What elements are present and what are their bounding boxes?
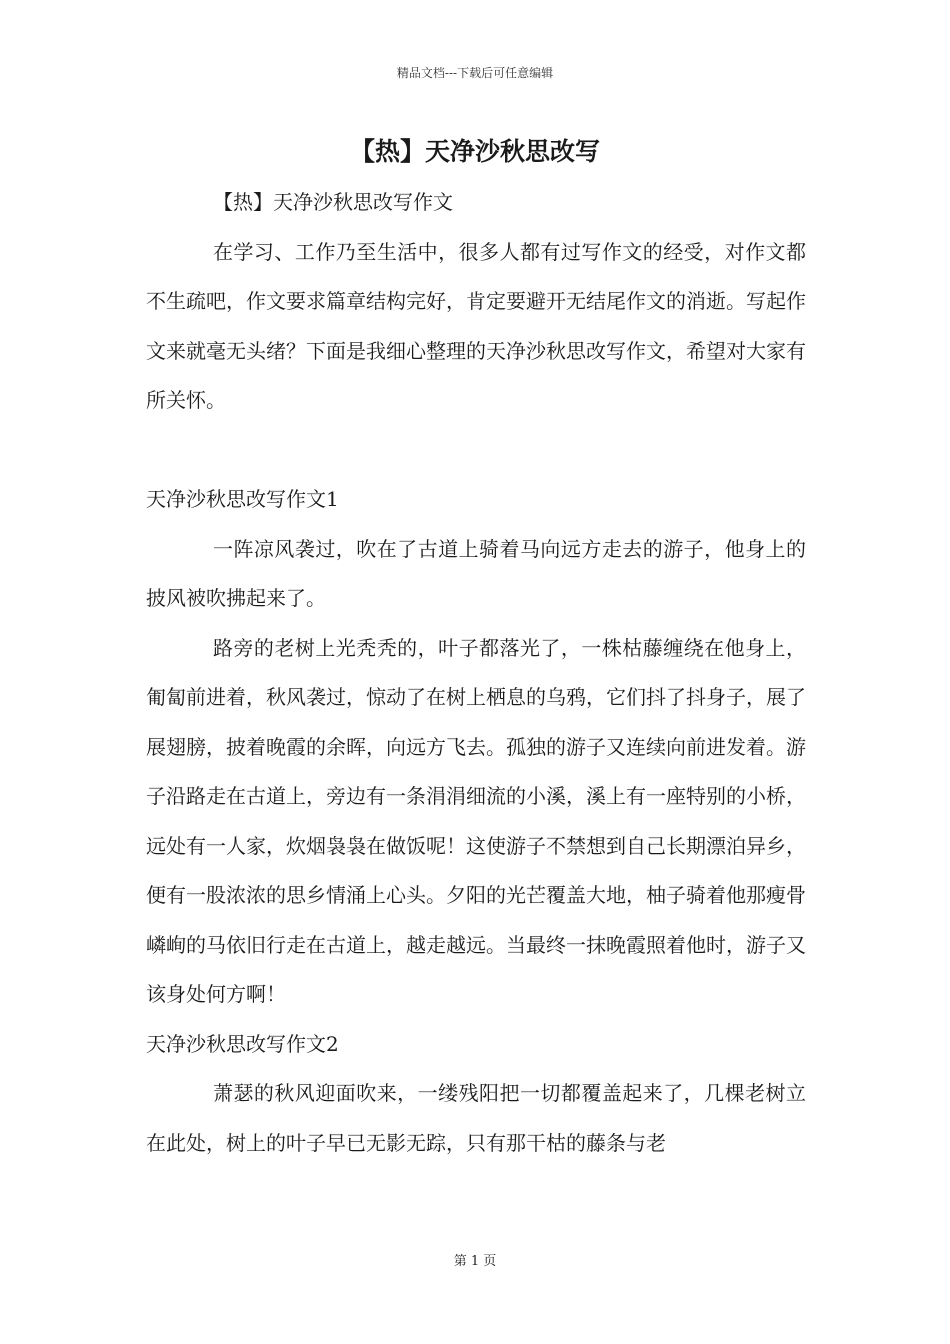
section-heading-1: 天净沙秋思改写作文1 — [146, 487, 339, 511]
page-header-note: 精品文档---下载后可任意编辑 — [396, 66, 554, 80]
section2-paragraph-1: 萧瑟的秋风迎面吹来，一缕残阳把一切都覆盖起来了，几棵老树立在此处，树上的叶子早已无影无踪，只有那干枯的藤条与老 — [146, 1081, 806, 1155]
document-title: 【热】天净沙秋思改写 — [349, 137, 600, 166]
section1-paragraph-1: 一阵凉风袭过，吹在了古道上骑着马向远方走去的游子，他身上的披风被吹拂起来了。 — [146, 536, 806, 610]
page-number: 第 1 页 — [453, 1254, 497, 1269]
section1-paragraph-2: 路旁的老树上光秃秃的，叶子都落光了，一株枯藤缠绕在他身上，匍匐前进着，秋风袭过，惊动了在树上栖息的乌鸦，它们抖了抖身子，展了展翅膀，披着晚霞的余晖，向远方飞去。孤独的游子又连续向前进发着。游子沿路走在古道上，旁边有一条涓涓细流的小溪，溪上有一座特别的小桥，远处有一人家，炊烟袅袅在做饭呢！这使游子不禁想到自己长期漂泊异乡，便有一股浓浓的思乡情涌上心头。夕阳的光芒覆盖大地，柚子骑着他那瘦骨嶙峋的马依旧行走在古道上，越走越远。当最终一抹晚霞照着他时，游子又该身处何方啊！ — [146, 635, 806, 1006]
blank-line — [146, 426, 806, 476]
section-heading-2: 天净沙秋思改写作文2 — [146, 1031, 339, 1056]
intro-paragraph: 在学习、工作乃至生活中，很多人都有过写作文的经受，对作文都不生疏吧，作文要求篇章结构完好，肯定要避开无结尾作文的消逝。写起作文来就毫无头绪？下面是我细心整理的天净沙秋思改写作文，希望对大家有所关怀。 — [146, 239, 806, 412]
document-body — [146, 178, 806, 1168]
document-subtitle: 【热】天净沙秋思改写作文 — [213, 190, 453, 214]
